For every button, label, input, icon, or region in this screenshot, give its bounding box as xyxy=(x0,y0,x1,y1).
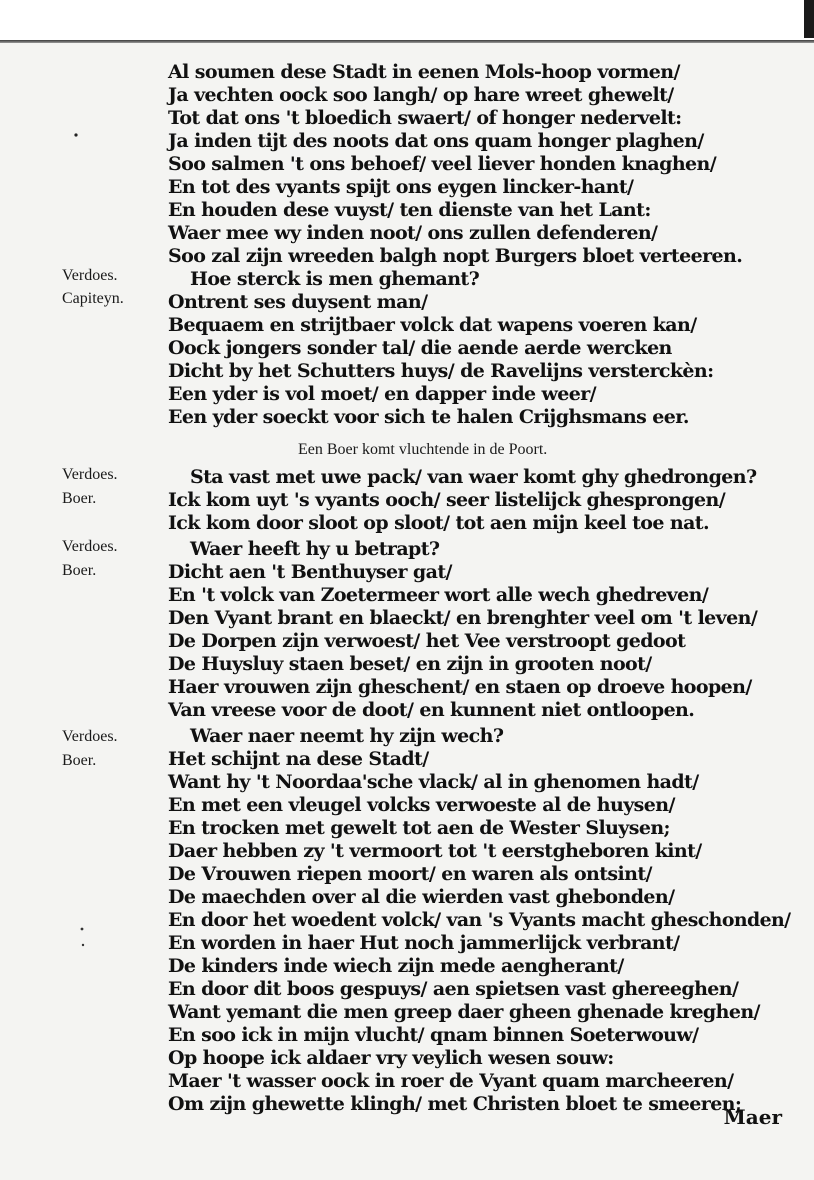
verse-line: En worden in haer Hut noch jammerlijck verbrant/ xyxy=(168,932,680,954)
ink-speck xyxy=(78,923,88,963)
verse-line: Een yder soeckt voor sich te halen Crijghsmans eer. xyxy=(168,406,689,428)
speaker-boer: Boer. xyxy=(62,562,97,579)
speaker-verdoes: Verdoes. xyxy=(62,466,118,483)
speaker-verdoes: Verdoes. xyxy=(62,267,118,284)
verse-line: De Vrouwen riepen moort/ en waren als ontsint/ xyxy=(168,863,652,885)
verse-line: Al soumen dese Stadt in eenen Mols-hoop vormen/ xyxy=(168,61,680,83)
verse-line: Sta vast met uwe pack/ van waer komt ghy ghedrongen? xyxy=(190,466,757,488)
verse-line: Om zijn ghewette klingh/ met Christen bloet te smeeren; xyxy=(168,1093,742,1115)
verse-line: Dicht aen 't Benthuyser gat/ xyxy=(168,561,452,583)
verse-line: Waer mee wy inden noot/ ons zullen defenderen/ xyxy=(168,222,658,244)
verse-line: En trocken met gewelt tot aen de Wester Sluysen; xyxy=(168,817,670,839)
verse-line: Ja vechten oock soo langh/ op hare wreet ghewelt/ xyxy=(168,84,674,106)
verse-line: De kinders inde wiech zijn mede aengherant/ xyxy=(168,955,624,977)
verse-line: Den Vyant brant en blaeckt/ en brenghter veel om 't leven/ xyxy=(168,607,758,629)
speaker-verdoes: Verdoes. xyxy=(62,728,118,745)
catchword: Maer xyxy=(723,1105,782,1129)
verse-line: Hoe sterck is men ghemant? xyxy=(190,268,480,290)
printed-page xyxy=(0,43,814,1180)
verse-line: Want yemant die men greep daer gheen ghenade kreghen/ xyxy=(168,1001,760,1023)
scan-dark-corner xyxy=(804,0,814,38)
verse-line: Tot dat ons 't bloedich swaert/ of honger nedervelt: xyxy=(168,107,682,129)
verse-line: En houden dese vuyst/ ten dienste van het Lant: xyxy=(168,199,651,221)
verse-line: En door het woedent volck/ van 's Vyants macht gheschonden/ xyxy=(168,909,791,931)
verse-line: Bequaem en strijtbaer volck dat wapens voeren kan/ xyxy=(168,314,697,336)
stage-direction: Een Boer komt vluchtende in de Poort. xyxy=(298,441,548,458)
speaker-boer: Boer. xyxy=(62,752,97,769)
verse-line: En 't volck van Zoetermeer wort alle wech ghedreven/ xyxy=(168,584,709,606)
verse-line: En met een vleugel volcks verwoeste al de huysen/ xyxy=(168,794,675,816)
speaker-capiteyn: Capiteyn. xyxy=(62,290,124,307)
verse-line: En tot des vyants spijt ons eygen lincker-hant/ xyxy=(168,176,634,198)
ink-speck xyxy=(72,131,80,139)
verse-line: Waer heeft hy u betrapt? xyxy=(190,538,440,560)
verse-line: Het schijnt na dese Stadt/ xyxy=(168,748,429,770)
verse-line: Een yder is vol moet/ en dapper inde weer/ xyxy=(168,383,597,405)
verse-line: Oock jongers sonder tal/ die aende aerde wercken xyxy=(168,337,672,359)
verse-line: Waer naer neemt hy zijn wech? xyxy=(190,725,504,747)
verse-line: Haer vrouwen zijn gheschent/ en staen op droeve hoopen/ xyxy=(168,676,752,698)
verse-line: De maechden over al die wierden vast ghebonden/ xyxy=(168,886,675,908)
verse-line: Want hy 't Noordaa'sche vlack/ al in ghenomen hadt/ xyxy=(168,771,699,793)
verse-line: Ick kom door sloot op sloot/ tot aen mijn keel toe nat. xyxy=(168,512,709,534)
verse-line: Ja inden tijt des noots dat ons quam honger plaghen/ xyxy=(168,130,704,152)
speaker-boer: Boer. xyxy=(62,490,97,507)
verse-line: Soo zal zijn wreeden balgh nopt Burgers bloet verteeren. xyxy=(168,245,743,267)
verse-line: De Dorpen zijn verwoest/ het Vee verstroopt gedoot xyxy=(168,630,686,652)
verse-line: En soo ick in mijn vlucht/ qnam binnen Soeterwouw/ xyxy=(168,1024,699,1046)
verse-line: Ontrent ses duysent man/ xyxy=(168,291,428,313)
verse-line: Maer 't wasser oock in roer de Vyant quam marcheeren/ xyxy=(168,1070,734,1092)
verse-line: Soo salmen 't ons behoef/ veel liever honden knaghen/ xyxy=(168,153,717,175)
speaker-verdoes: Verdoes. xyxy=(62,538,118,555)
verse-line: Daer hebben zy 't vermoort tot 't eerstgheboren kint/ xyxy=(168,840,702,862)
verse-line: Van vreese voor de doot/ en kunnent niet ontloopen. xyxy=(168,699,695,721)
verse-line: Ick kom uyt 's vyants ooch/ seer listelijck ghesprongen/ xyxy=(168,489,726,511)
verse-line: Dicht by het Schutters huys/ de Ravelijns versterckèn: xyxy=(168,360,714,382)
verse-line: Op hoope ick aldaer vry veylich wesen souw: xyxy=(168,1047,614,1069)
scan-top-border xyxy=(0,0,814,42)
verse-line: De Huysluy staen beset/ en zijn in grooten noot/ xyxy=(168,653,652,675)
verse-line: En door dit boos gespuys/ aen spietsen vast ghereeghen/ xyxy=(168,978,739,1000)
